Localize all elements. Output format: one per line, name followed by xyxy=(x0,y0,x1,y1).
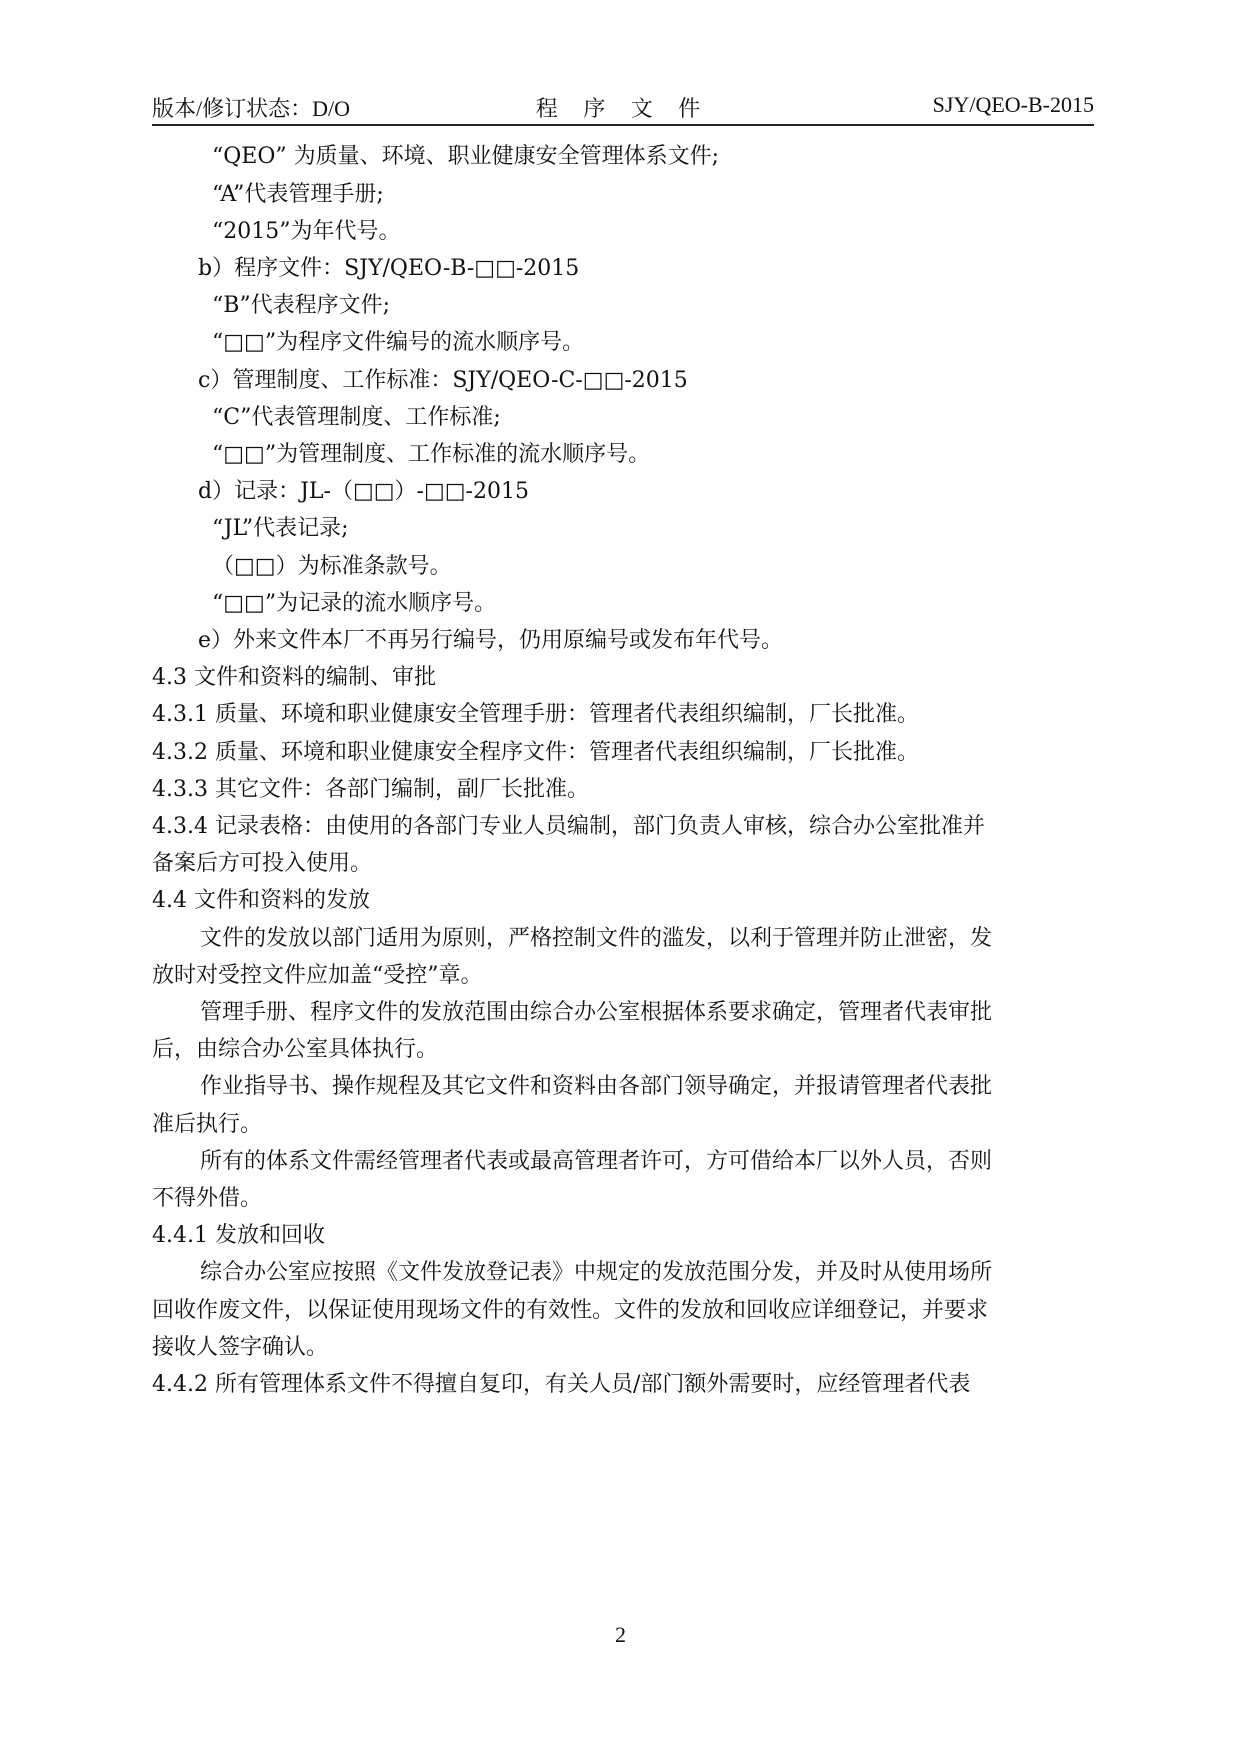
text-line: 4.4.2 所有管理体系文件不得擅自复印，有关人员/部门额外需要时，应经管理者代表 xyxy=(152,1372,971,1397)
text-line: “□□”为管理制度、工作标准的流水顺序号。 xyxy=(212,442,651,467)
text-line: “□□”为程序文件编号的流水顺序号。 xyxy=(212,330,585,355)
text-line: 4.3.2 质量、环境和职业健康安全程序文件：管理者代表组织编制，厂长批准。 xyxy=(152,740,919,765)
section-heading: 4.4 文件和资料的发放 xyxy=(152,888,370,913)
text-line: （□□）为标准条款号。 xyxy=(212,554,452,579)
text-line: 4.3.1 质量、环境和职业健康安全管理手册：管理者代表组织编制，厂长批准。 xyxy=(152,702,919,727)
text-line: c）管理制度、工作标准：SJY/QEO-C-□□-2015 xyxy=(198,368,688,393)
text-line: “B”代表程序文件; xyxy=(212,293,391,318)
text-line: b）程序文件：SJY/QEO-B-□□-2015 xyxy=(198,256,580,281)
section-heading: 4.3 文件和资料的编制、审批 xyxy=(152,665,436,690)
text-line: e）外来文件本厂不再另行编号，仍用原编号或发布年代号。 xyxy=(198,628,784,653)
text-line: 作业指导书、操作规程及其它文件和资料由各部门领导确定，并报请管理者代表批 xyxy=(200,1074,993,1099)
text-line: “QEO” 为质量、环境、职业健康安全管理体系文件; xyxy=(212,144,720,169)
text-line: 回收作废文件，以保证使用现场文件的有效性。文件的发放和回收应详细登记，并要求 xyxy=(152,1298,989,1323)
text-line: 接收人签字确认。 xyxy=(152,1335,329,1360)
section-heading: 4.4.1 发放和回收 xyxy=(152,1223,325,1248)
text-line: d）记录：JL-（□□）-□□-2015 xyxy=(198,479,529,504)
text-line: 4.3.4 记录表格：由使用的各部门专业人员编制，部门负责人审核，综合办公室批准并 xyxy=(152,814,985,839)
text-line: 不得外借。 xyxy=(152,1186,263,1211)
text-line: “JL”代表记录; xyxy=(212,516,349,541)
text-line: “C”代表管理制度、工作标准; xyxy=(212,405,501,430)
text-line: 准后执行。 xyxy=(152,1112,263,1137)
version-status: 版本/修订状态：D/O xyxy=(152,96,351,121)
text-line: 4.3.3 其它文件：各部门编制，副厂长批准。 xyxy=(152,777,589,802)
text-line: 综合办公室应按照《文件发放登记表》中规定的发放范围分发，并及时从使用场所 xyxy=(200,1260,993,1285)
page-number: 2 xyxy=(615,1622,626,1647)
document-code: SJY/QEO-B-2015 xyxy=(932,92,1094,117)
text-line: 所有的体系文件需经管理者代表或最高管理者许可，方可借给本厂以外人员，否则 xyxy=(200,1149,993,1174)
text-line: 管理手册、程序文件的发放范围由综合办公室根据体系要求确定，管理者代表审批 xyxy=(200,1000,993,1025)
text-line: “2015”为年代号。 xyxy=(212,219,401,244)
text-line: 放时对受控文件应加盖“受控”章。 xyxy=(152,963,483,988)
page-header xyxy=(152,88,1094,126)
document-type-title: 程 序 文 件 xyxy=(535,96,711,121)
text-line: “A”代表管理手册; xyxy=(212,182,384,207)
text-line: 后，由综合办公室具体执行。 xyxy=(152,1037,439,1062)
text-line: 备案后方可投入使用。 xyxy=(152,851,373,876)
text-line: 文件的发放以部门适用为原则，严格控制文件的滥发，以利于管理并防止泄密，发 xyxy=(200,926,993,951)
text-line: “□□”为记录的流水顺序号。 xyxy=(212,591,497,616)
